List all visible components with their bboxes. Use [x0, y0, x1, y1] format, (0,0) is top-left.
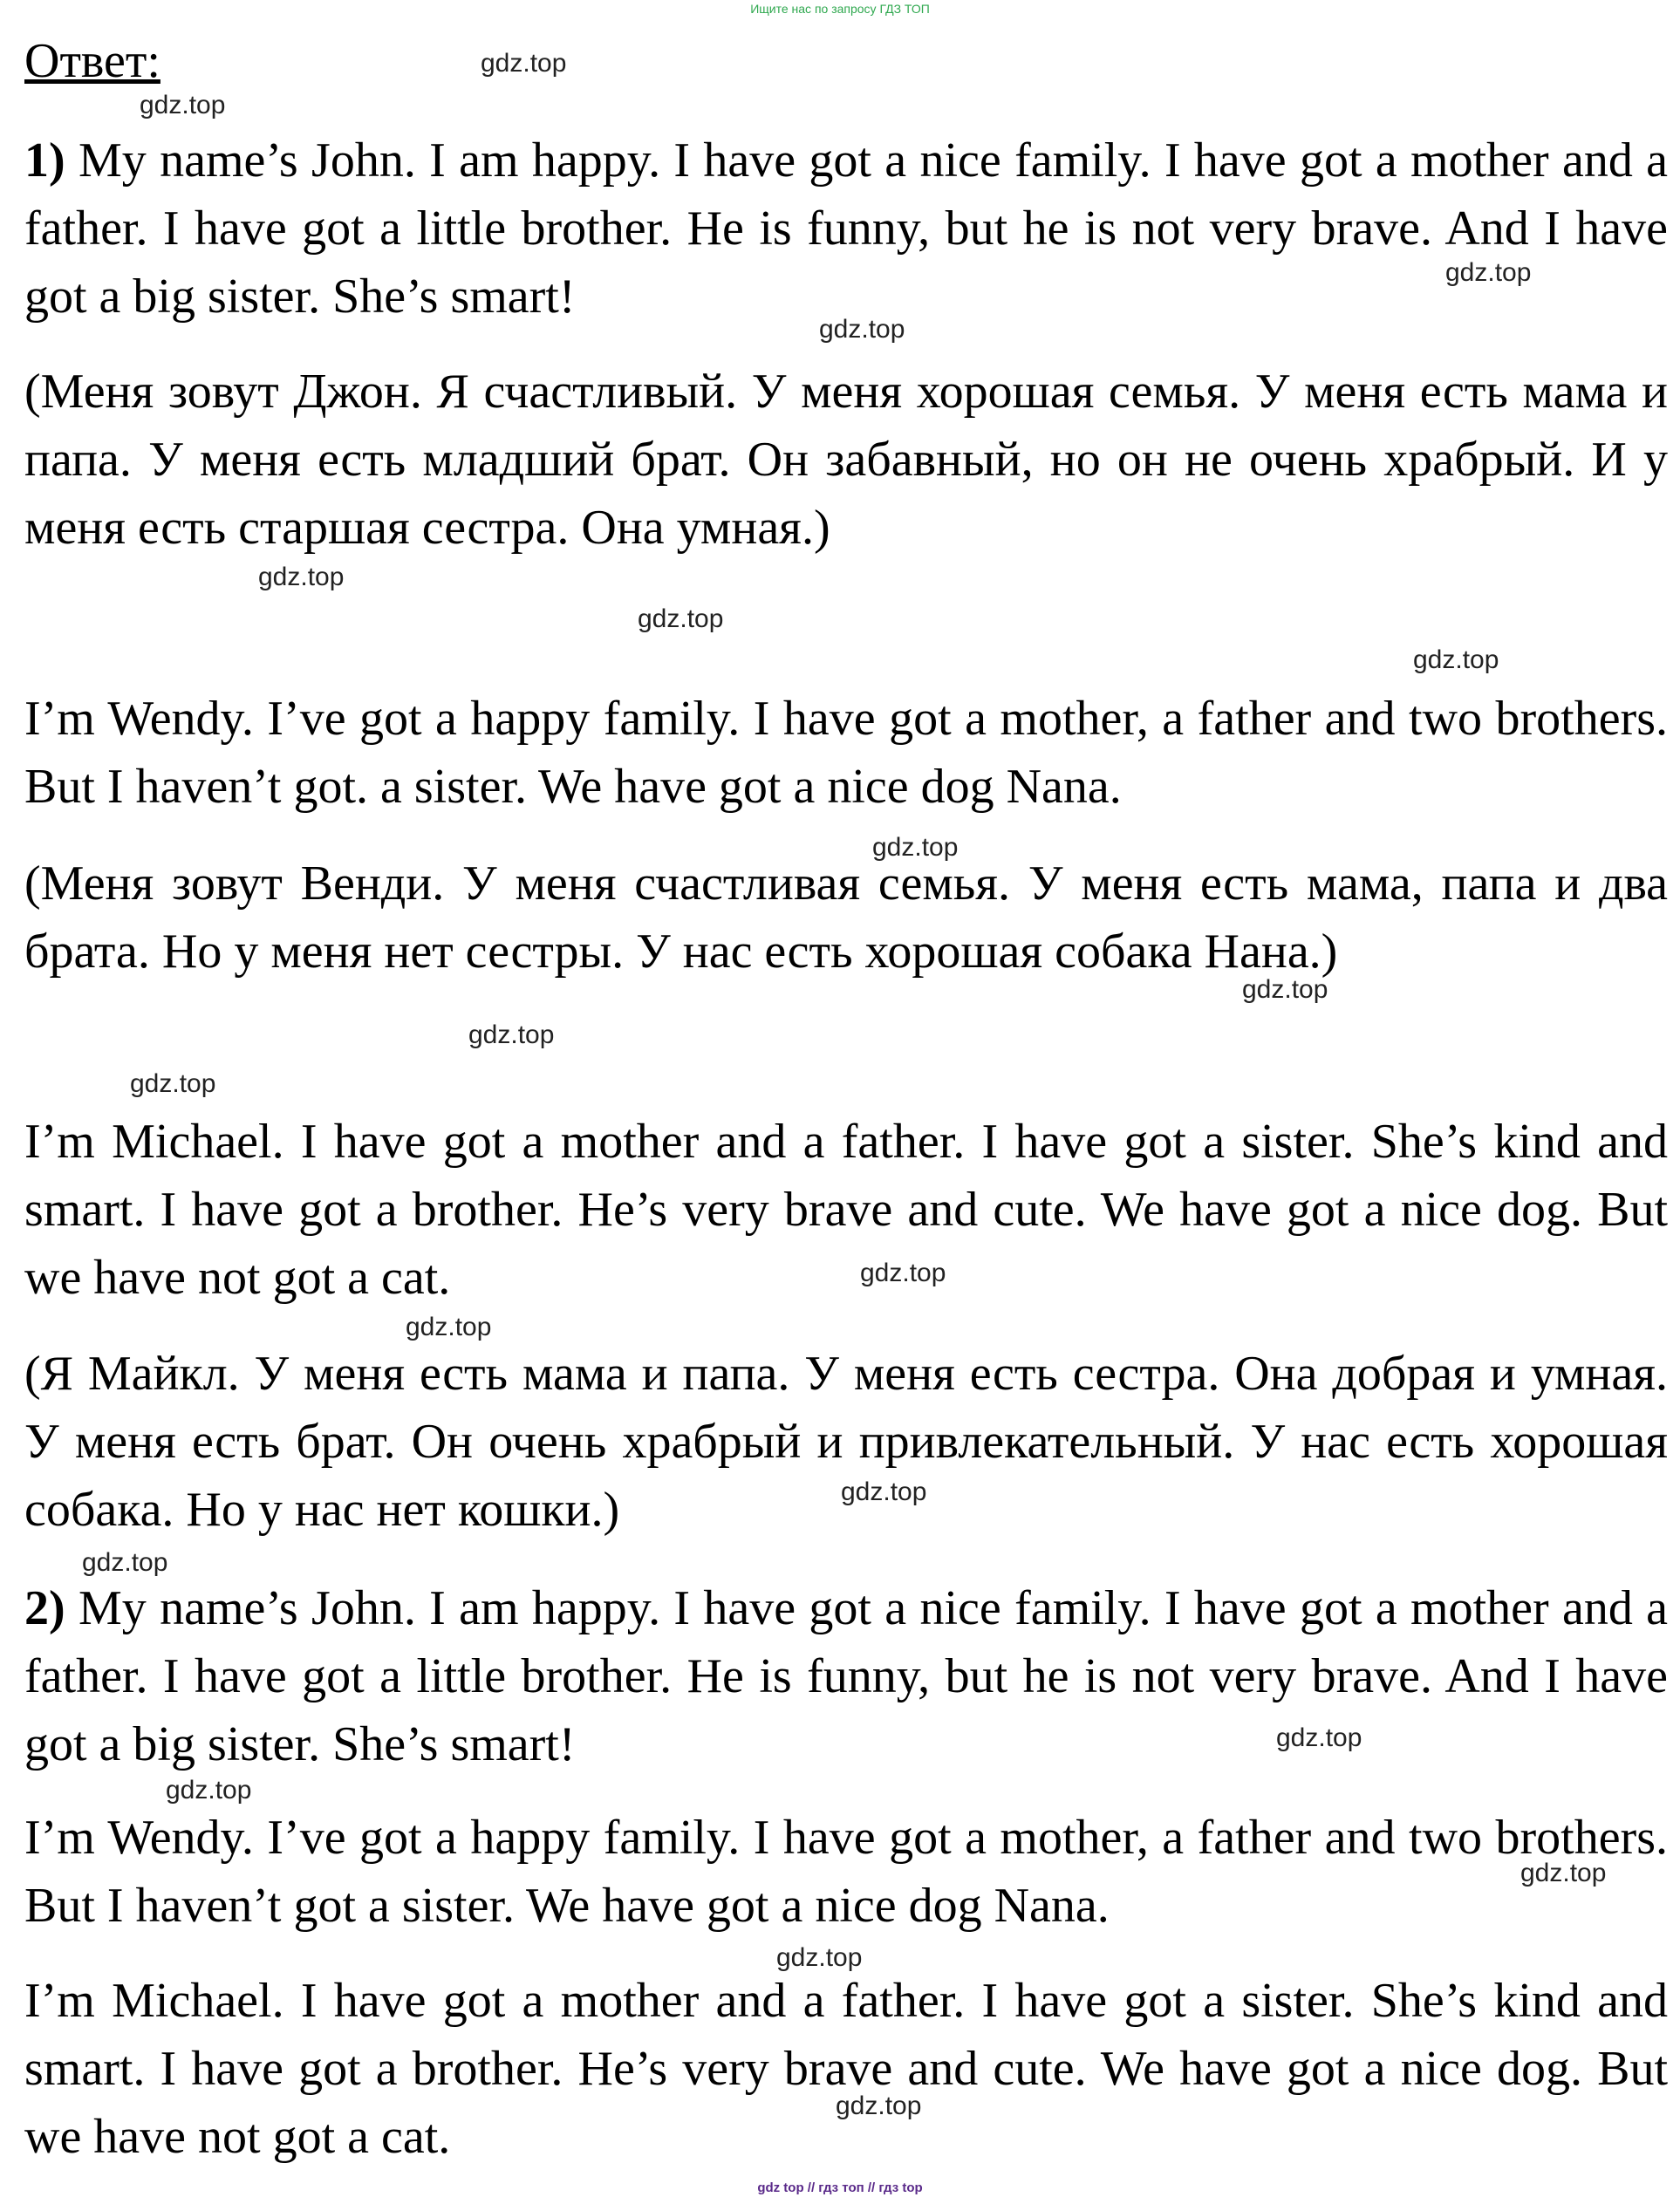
paragraph-6-en: I’m Michael. I have got a mother and a father. I have got a sister. She’s kind and smart. I have got a brother. He’s very brave and cute. We have got a nice dog. But we have not got a cat. [24, 1974, 1668, 2164]
watermark: gdz.top [1276, 1723, 1362, 1752]
footer-links: gdz top // гдз топ // гдз top [757, 2180, 923, 2195]
paragraph-1-en [24, 126, 1668, 331]
paragraph-4-en [24, 1574, 1668, 1778]
item-number-2: 2) [24, 1581, 65, 1635]
paragraph-2-en: I’m Wendy. I’ve got a happy family. I have got a mother, a father and two brothers. But I haven’t got. a sister. We have got a nice dog Nana. [24, 692, 1668, 814]
watermark: gdz.top [166, 1776, 252, 1805]
answer-title: Ответ: [24, 34, 160, 88]
watermark: gdz.top [1242, 975, 1328, 1004]
watermark: gdz.top [258, 563, 345, 591]
paragraph-4-text: My name’s John. I am happy. I have got a nice family. I have got a mother and a father. I have got a little brother. He is funny, but he is not very brave. And I have got a big sister. She’s smart! [24, 1581, 1668, 1771]
watermark: gdz.top [836, 2091, 922, 2120]
watermark: gdz.top [638, 604, 724, 633]
paragraph-3-ru: (Я Майкл. У меня есть мама и папа. У меня есть сестра. Она добрая и умная. У меня есть брат. Он очень храбрый и привлекательный. У нас есть хорошая собака. Но у нас нет кошки.) [24, 1347, 1668, 1537]
watermark: gdz.top [140, 91, 226, 119]
item-number-1: 1) [24, 133, 65, 188]
paragraph-2-ru: (Меня зовут Венди. У меня счастливая семья. У меня есть мама, папа и два брата. Но у меня нет сестры. У нас есть хорошая собака Нана.) [24, 856, 1668, 979]
paragraph-1-text: My name’s John. I am happy. I have got a nice family. I have got a mother and a father. I have got a little brother. He is funny, but he is not very brave. And I have got a big sister. She’s smart! [24, 133, 1668, 324]
paragraph-3-en: I’m Michael. I have got a mother and a father. I have got a sister. She’s kind and smart. I have got a brother. He’s very brave and cute. We have got a nice dog. But we have not got a cat. [24, 1115, 1668, 1305]
watermark: gdz.top [776, 1943, 863, 1972]
watermark: gdz.top [130, 1069, 216, 1098]
paragraph-1-ru: (Меня зовут Джон. Я счастливый. У меня хорошая семья. У меня есть мама и папа. У меня есть младший брат. Он забавный, но он не очень храбрый. И у меня есть старшая сестра. Она умная.) [24, 365, 1668, 555]
watermark: gdz.top [481, 49, 567, 78]
top-note: Ищите нас по запросу ГДЗ ТОП [750, 2, 930, 16]
watermark: gdz.top [1520, 1859, 1607, 1887]
watermark: gdz.top [860, 1259, 946, 1287]
watermark: gdz.top [1413, 645, 1499, 674]
watermark: gdz.top [406, 1313, 492, 1341]
watermark: gdz.top [468, 1020, 555, 1049]
watermark: gdz.top [872, 833, 959, 862]
paragraph-5-en: I’m Wendy. I’ve got a happy family. I have got a mother, a father and two brothers. But I haven’t got a sister. We have got a nice dog Nana. [24, 1811, 1668, 1933]
watermark: gdz.top [82, 1548, 168, 1577]
watermark: gdz.top [841, 1477, 927, 1506]
watermark: gdz.top [819, 315, 905, 344]
watermark: gdz.top [1445, 258, 1532, 287]
